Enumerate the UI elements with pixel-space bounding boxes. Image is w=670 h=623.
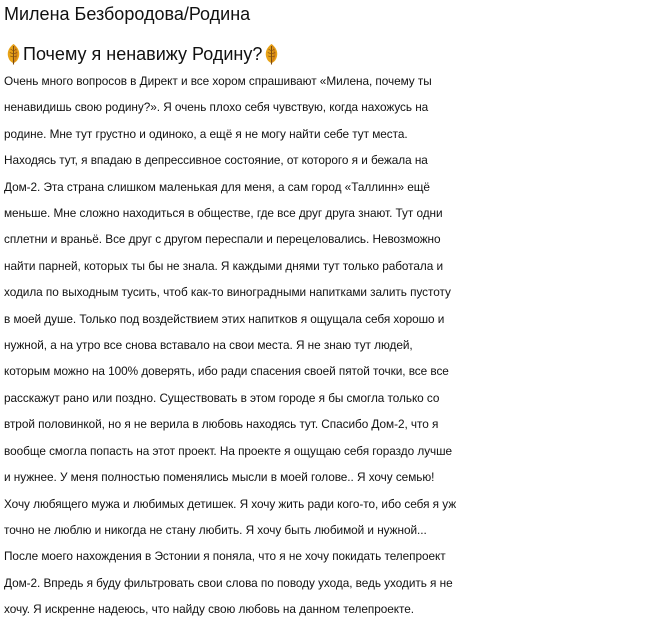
autumn-leaf-icon [262,43,281,65]
author-name: Милена Безбородова/Родина [4,4,251,24]
body-line: родине. Мне тут грустно и одиноко, а ещё я не могу найти себе тут места. [4,126,408,141]
body-line: точно не люблю и никогда не стану любить. Я хочу быть любимой и нужной... [4,522,427,537]
body-line: меньше. Мне сложно находиться в обществе, где все друг друга знают. Тут одни [4,206,443,221]
body-line: Дом-2. Эта страна слишком маленькая для меня, а сам город «Таллинн» ещё [4,179,430,194]
body-line: Очень много вопросов в Директ и все хором спрашивают «Милена, почему ты [4,74,432,88]
body-line: Хочу любящего мужа и любимых детишек. Я хочу жить ради кого-то, ибо себя я уж [4,496,457,511]
body-line: ходила по выходным тусить, чтоб как-то виноградными напитками залить пустоту [4,285,451,300]
body-line: которым можно на 100% доверять, ибо ради спасения своей пятой точки, все все [4,364,449,379]
body-line: хочу. Я искренне надеюсь, что найду свою любовь на данном телепроекте. [4,602,414,617]
body-line: сплетни и враньё. Все друг с другом переспали и перецеловались. Невозможно [4,232,441,247]
headline [4,42,664,66]
body-line: найти парней, которых ты бы не знала. Я каждыми днями тут только работала и [4,258,444,273]
body-line: Дом-2. Впредь я буду фильтровать свои слова по поводу ухода, ведь уходить я не [4,575,453,590]
post-body [4,68,664,623]
body-line: в моей душе. Только под воздействием этих напитков я ощущала себя хорошо и [4,311,445,326]
headline-title: Почему я ненавижу Родину? [23,44,263,64]
body-line: и нужнее. У меня полностью поменялись мысли в моей голове.. Я хочу семью! [4,470,435,485]
body-line: После моего нахождения в Эстонии я поняла, что я не хочу покидать телепроект [4,549,446,564]
body-line: вообще смогла попасть на этот проект. На проекте я ощущаю себя гораздо лучше [4,443,453,458]
body-line: расскажут рано или поздно. Существовать в этом городе я бы смогла только со [4,390,440,405]
body-line: ненавидишь свою родину?». Я очень плохо себя чувствую, когда нахожусь на [4,100,429,115]
body-line: нужной, а на утро все снова вставало на свои места. Я не знаю тут людей, [4,338,413,353]
body-line: втрой половинкой, но я не верила в любовь находясь тут. Спасибо Дом-2, что я [4,417,439,432]
body-line: Находясь тут, я впадаю в депрессивное состояние, от которого я и бежала на [4,153,428,168]
autumn-leaf-icon [4,43,23,65]
